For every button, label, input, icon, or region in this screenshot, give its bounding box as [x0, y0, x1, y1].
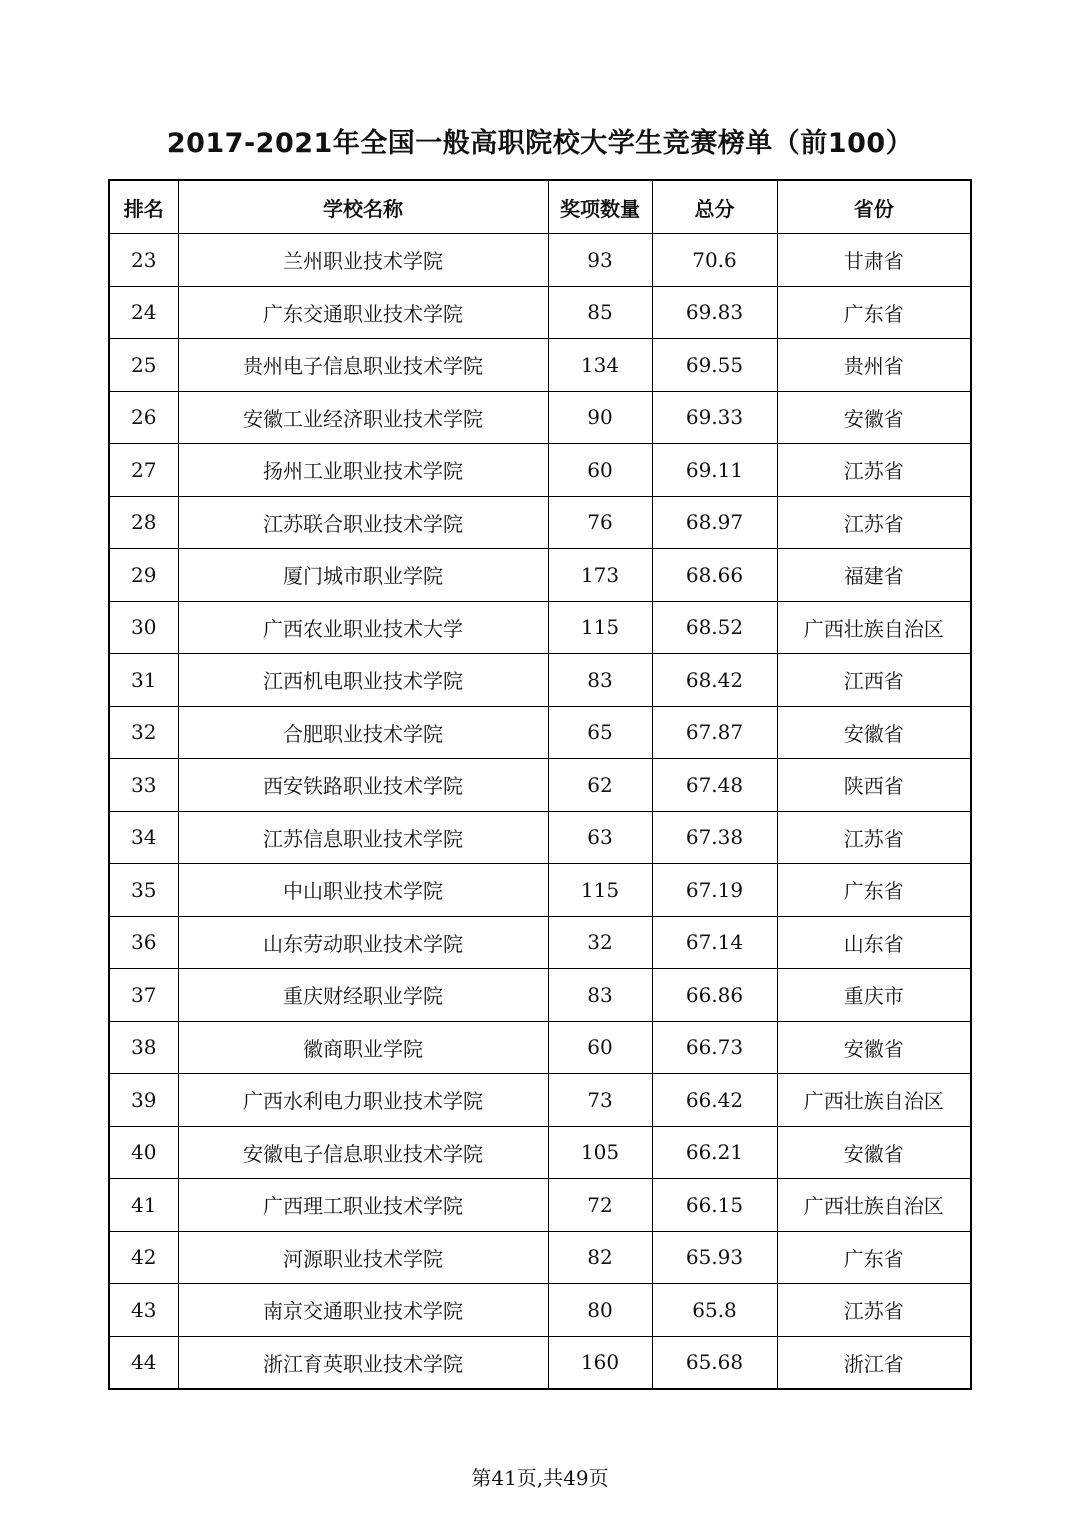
table-row	[109, 1074, 971, 1127]
province-cell: 安徽省	[777, 391, 971, 444]
table-row	[109, 1336, 971, 1389]
total-score-cell: 70.6	[652, 234, 777, 287]
rank-cell: 37	[109, 969, 178, 1022]
rank-cell: 27	[109, 444, 178, 497]
province-cell: 浙江省	[777, 1336, 971, 1389]
total-score-cell: 67.19	[652, 864, 777, 917]
award-count-cell: 80	[548, 1284, 652, 1337]
school-name-cell: 南京交通职业技术学院	[178, 1284, 548, 1337]
rank-cell: 30	[109, 601, 178, 654]
rank-cell: 42	[109, 1231, 178, 1284]
rank-cell: 26	[109, 391, 178, 444]
rank-cell: 24	[109, 286, 178, 339]
province-cell: 山东省	[777, 916, 971, 969]
award-count-cell: 62	[548, 759, 652, 812]
school-name-cell: 合肥职业技术学院	[178, 706, 548, 759]
rank-cell: 33	[109, 759, 178, 812]
total-score-cell: 66.42	[652, 1074, 777, 1127]
page-title: 2017-2021年全国一般高职院校大学生竞赛榜单（前100）	[166, 128, 914, 159]
total-score-cell: 69.33	[652, 391, 777, 444]
province-cell: 江苏省	[777, 444, 971, 497]
award-count-cell: 160	[548, 1336, 652, 1389]
table-row	[109, 1284, 971, 1337]
school-name-cell: 重庆财经职业学院	[178, 969, 548, 1022]
total-score-cell: 65.8	[652, 1284, 777, 1337]
rank-cell: 25	[109, 339, 178, 392]
total-score-cell: 67.14	[652, 916, 777, 969]
total-score-cell: 65.68	[652, 1336, 777, 1389]
province-cell: 江苏省	[777, 1284, 971, 1337]
header-province: 省份	[777, 180, 971, 234]
school-name-cell: 江苏信息职业技术学院	[178, 811, 548, 864]
province-cell: 江苏省	[777, 811, 971, 864]
school-name-cell: 兰州职业技术学院	[178, 234, 548, 287]
school-name-cell: 安徽电子信息职业技术学院	[178, 1126, 548, 1179]
table-row	[109, 811, 971, 864]
table-row	[109, 391, 971, 444]
total-score-cell: 68.66	[652, 549, 777, 602]
province-cell: 安徽省	[777, 706, 971, 759]
award-count-cell: 65	[548, 706, 652, 759]
award-count-cell: 93	[548, 234, 652, 287]
total-score-cell: 66.73	[652, 1021, 777, 1074]
award-count-cell: 83	[548, 969, 652, 1022]
school-name-cell: 贵州电子信息职业技术学院	[178, 339, 548, 392]
school-name-cell: 西安铁路职业技术学院	[178, 759, 548, 812]
table-row	[109, 444, 971, 497]
award-count-cell: 32	[548, 916, 652, 969]
table-row	[109, 549, 971, 602]
table-row	[109, 339, 971, 392]
rank-cell: 38	[109, 1021, 178, 1074]
total-score-cell: 67.38	[652, 811, 777, 864]
rank-cell: 23	[109, 234, 178, 287]
award-count-cell: 115	[548, 864, 652, 917]
table-header-row	[109, 180, 971, 234]
school-name-cell: 广西水利电力职业技术学院	[178, 1074, 548, 1127]
total-score-cell: 67.48	[652, 759, 777, 812]
rank-cell: 41	[109, 1179, 178, 1232]
table-row	[109, 654, 971, 707]
table-body	[109, 234, 971, 1390]
award-count-cell: 83	[548, 654, 652, 707]
header-award-count: 奖项数量	[548, 180, 652, 234]
table-row	[109, 1126, 971, 1179]
rank-cell: 34	[109, 811, 178, 864]
total-score-cell: 69.55	[652, 339, 777, 392]
rank-cell: 43	[109, 1284, 178, 1337]
award-count-cell: 73	[548, 1074, 652, 1127]
total-score-cell: 67.87	[652, 706, 777, 759]
total-score-cell: 66.21	[652, 1126, 777, 1179]
province-cell: 安徽省	[777, 1021, 971, 1074]
school-name-cell: 厦门城市职业学院	[178, 549, 548, 602]
province-cell: 陕西省	[777, 759, 971, 812]
school-name-cell: 扬州工业职业技术学院	[178, 444, 548, 497]
total-score-cell: 69.83	[652, 286, 777, 339]
table-row	[109, 1021, 971, 1074]
total-score-cell: 68.97	[652, 496, 777, 549]
total-score-cell: 68.42	[652, 654, 777, 707]
ranking-table	[108, 179, 972, 1390]
school-name-cell: 山东劳动职业技术学院	[178, 916, 548, 969]
award-count-cell: 63	[548, 811, 652, 864]
province-cell: 安徽省	[777, 1126, 971, 1179]
province-cell: 江苏省	[777, 496, 971, 549]
header-rank: 排名	[109, 180, 178, 234]
school-name-cell: 中山职业技术学院	[178, 864, 548, 917]
award-count-cell: 82	[548, 1231, 652, 1284]
award-count-cell: 115	[548, 601, 652, 654]
total-score-cell: 68.52	[652, 601, 777, 654]
school-name-cell: 广东交通职业技术学院	[178, 286, 548, 339]
total-score-cell: 66.15	[652, 1179, 777, 1232]
award-count-cell: 60	[548, 1021, 652, 1074]
school-name-cell: 河源职业技术学院	[178, 1231, 548, 1284]
award-count-cell: 134	[548, 339, 652, 392]
rank-cell: 39	[109, 1074, 178, 1127]
header-total-score: 总分	[652, 180, 777, 234]
table-row	[109, 286, 971, 339]
table-row	[109, 969, 971, 1022]
table-row	[109, 496, 971, 549]
table-row	[109, 1231, 971, 1284]
province-cell: 贵州省	[777, 339, 971, 392]
award-count-cell: 72	[548, 1179, 652, 1232]
province-cell: 广东省	[777, 1231, 971, 1284]
province-cell: 广西壮族自治区	[777, 601, 971, 654]
province-cell: 广东省	[777, 864, 971, 917]
school-name-cell: 徽商职业学院	[178, 1021, 548, 1074]
province-cell: 广西壮族自治区	[777, 1179, 971, 1232]
school-name-cell: 广西理工职业技术学院	[178, 1179, 548, 1232]
table-row	[109, 601, 971, 654]
rank-cell: 36	[109, 916, 178, 969]
page-footer: 第41页,共49页	[471, 1466, 609, 1490]
province-cell: 广东省	[777, 286, 971, 339]
rank-cell: 31	[109, 654, 178, 707]
award-count-cell: 76	[548, 496, 652, 549]
province-cell: 重庆市	[777, 969, 971, 1022]
school-name-cell: 江西机电职业技术学院	[178, 654, 548, 707]
rank-cell: 32	[109, 706, 178, 759]
school-name-cell: 广西农业职业技术大学	[178, 601, 548, 654]
total-score-cell: 65.93	[652, 1231, 777, 1284]
rank-cell: 28	[109, 496, 178, 549]
province-cell: 福建省	[777, 549, 971, 602]
total-score-cell: 66.86	[652, 969, 777, 1022]
table-row	[109, 864, 971, 917]
table-row	[109, 1179, 971, 1232]
total-score-cell: 69.11	[652, 444, 777, 497]
rank-cell: 29	[109, 549, 178, 602]
province-cell: 江西省	[777, 654, 971, 707]
table-row	[109, 234, 971, 287]
rank-cell: 35	[109, 864, 178, 917]
award-count-cell: 60	[548, 444, 652, 497]
rank-cell: 40	[109, 1126, 178, 1179]
table-row	[109, 706, 971, 759]
award-count-cell: 85	[548, 286, 652, 339]
province-cell: 广西壮族自治区	[777, 1074, 971, 1127]
school-name-cell: 浙江育英职业技术学院	[178, 1336, 548, 1389]
school-name-cell: 安徽工业经济职业技术学院	[178, 391, 548, 444]
award-count-cell: 173	[548, 549, 652, 602]
table-row	[109, 759, 971, 812]
table-row	[109, 916, 971, 969]
province-cell: 甘肃省	[777, 234, 971, 287]
header-school-name: 学校名称	[178, 180, 548, 234]
award-count-cell: 105	[548, 1126, 652, 1179]
school-name-cell: 江苏联合职业技术学院	[178, 496, 548, 549]
rank-cell: 44	[109, 1336, 178, 1389]
award-count-cell: 90	[548, 391, 652, 444]
